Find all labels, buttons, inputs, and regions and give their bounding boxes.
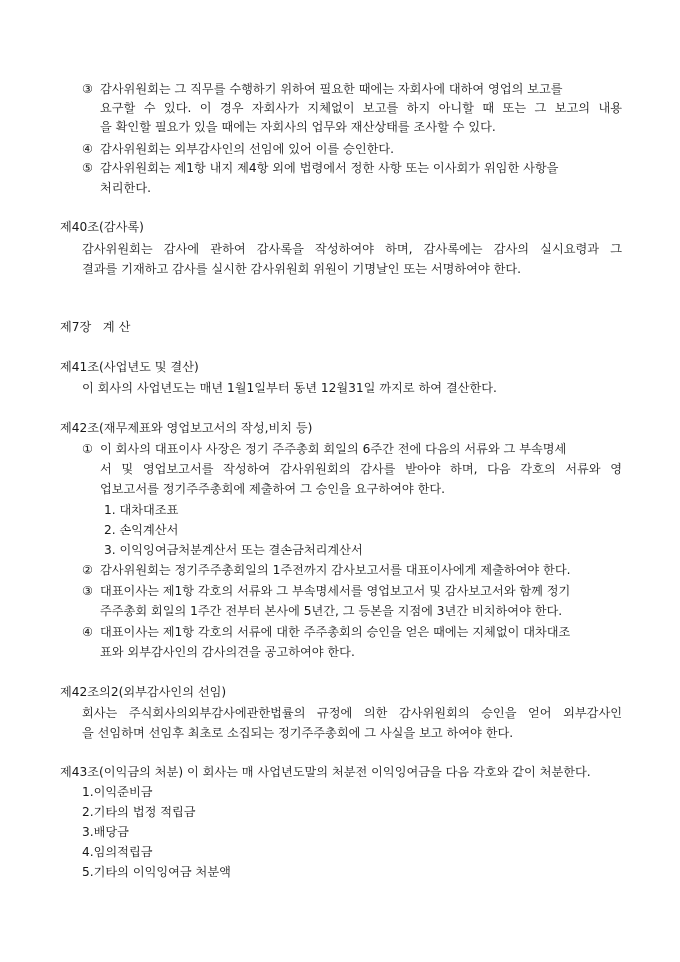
chapter7-heading: 제7장 계 산	[60, 320, 131, 334]
art42-2-heading: 제42조의2(외부감사인의 선임)	[60, 685, 227, 699]
art39-item3-line1: ③ 감사위원회는 그 직무를 수행하기 위하여 필요한 때에는 자회사에 대하여 영업의 보고를	[82, 82, 563, 96]
art39-item3-line3: 을 확인할 필요가 있을 때에는 자회사의 업무와 재산상태를 조사할 수 있다.	[100, 120, 496, 134]
art43-item-3: 3.배당금	[82, 825, 129, 839]
art42-item3-line2: 주주총회 회일의 1주간 전부터 본사에 5년간, 그 등본을 지점에 3년간 비치하여야 한다.	[100, 604, 563, 618]
art42-2-line1: 회사는 주식회사의외부감사에관한법률의 규정에 의한 감사위원회의 승인을 얻어 외부감사인	[82, 706, 622, 720]
art39-item5-marker: ⑤	[82, 161, 93, 175]
art42-2-line2: 을 선임하며 선임후 최초로 소집되는 정기주주총회에 그 사실을 보고 하여야 한다.	[82, 726, 514, 740]
art39-item4-marker: ④	[82, 142, 93, 156]
art39-item4: ④ 감사위원회는 외부감사인의 선임에 있어 이를 승인한다.	[82, 142, 395, 156]
art42-heading: 제42조(재무제표와 영업보고서의 작성,비치 등)	[60, 421, 313, 435]
art40-line2: 결과를 기재하고 감사를 실시한 감사위원회 위원이 기명날인 또는 서명하여야 한다.	[82, 262, 522, 276]
art42-item1-line3: 업보고서를 정기주주총회에 제출하여 그 승인을 요구하여야 한다.	[100, 482, 445, 496]
art43-item-4: 4.임의적립금	[82, 845, 153, 859]
art42-item4-line1: ④ 대표이사는 제1항 각호의 서류에 대한 주주총회의 승인을 얻은 때에는 지체없이 대차대조	[82, 625, 571, 639]
art43-heading: 제43조(이익금의 처분) 이 회사는 매 사업년도말의 처분전 이익잉여금을 다음 각호와 같이 처분한다.	[60, 765, 591, 779]
art41-line: 이 회사의 사업년도는 매년 1월1일부터 동년 12월31일 까지로 하여 결산한다.	[82, 381, 497, 395]
art42-subitem-1: 1. 대차대조표	[104, 503, 179, 517]
art42-item3-marker: ③	[82, 584, 93, 598]
art39-item3-line2: 요구할 수 있다. 이 경우 자회사가 지체없이 보고를 하지 아니할 때 또는 그 보고의 내용	[100, 101, 622, 115]
art39-item5-line2: 처리한다.	[100, 181, 151, 195]
art42-item4-line2: 표와 외부감사인의 감사의견을 공고하여야 한다.	[100, 645, 355, 659]
art42-subitem-2: 2. 손익계산서	[104, 523, 179, 537]
art43-item-5: 5.기타의 이익잉여금 처분액	[82, 865, 231, 879]
art42-item4-marker: ④	[82, 625, 93, 639]
art43-item-1: 1.이익준비금	[82, 785, 153, 799]
art41-heading: 제41조(사업년도 및 결산)	[60, 360, 199, 374]
art40-heading: 제40조(감사록)	[60, 220, 144, 234]
art39-item5-line1: ⑤ 감사위원회는 제1항 내지 제4항 외에 법령에서 정한 사항 또는 이사회가 위임한 사항을	[82, 161, 559, 175]
art42-item2-marker: ②	[82, 563, 93, 577]
art42-item1-marker: ①	[82, 442, 93, 456]
art42-item2: ② 감사위원회는 정기주주총회일의 1주전까지 감사보고서를 대표이사에게 제출하여야 한다.	[82, 563, 571, 577]
art39-item3-marker: ③	[82, 82, 93, 96]
art42-item1-line1: ① 이 회사의 대표이사 사장은 정기 주주총회 회일의 6주간 전에 다음의 서류와 그 부속명세	[82, 442, 567, 456]
art42-subitem-3: 3. 이익잉여금처분계산서 또는 결손금처리계산서	[104, 543, 363, 557]
art40-line1: 감사위원회는 감사에 관하여 감사록을 작성하여야 하며, 감사록에는 감사의 실시요령과 그	[82, 242, 622, 256]
art42-item3-line1: ③ 대표이사는 제1항 각호의 서류와 그 부속명세서를 영업보고서 및 감사보고서와 함께 정기	[82, 584, 571, 598]
art43-item-2: 2.기타의 법정 적립금	[82, 805, 196, 819]
art42-item1-line2: 서 및 영업보고서를 작성하여 감사위원회의 감사를 받아야 하며, 다음 각호의 서류와 영	[100, 462, 622, 476]
